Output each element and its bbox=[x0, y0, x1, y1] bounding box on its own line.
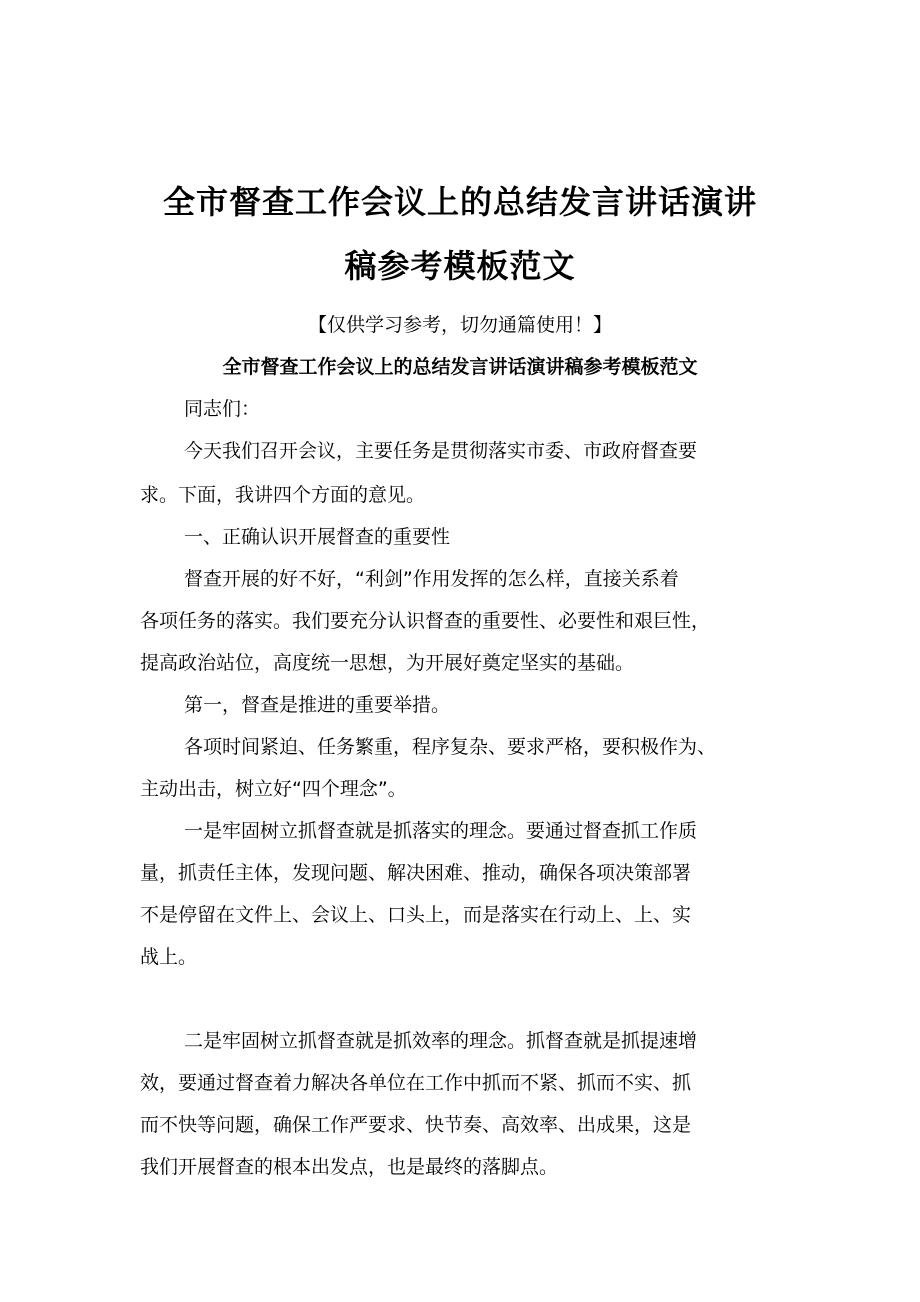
paragraph-line: 主动出击，树立好“四个理念”。 bbox=[140, 778, 407, 800]
paragraph-line: 求。下面，我讲四个方面的意见。 bbox=[140, 484, 426, 506]
paragraph-line: 量，抓责任主体，发现问题、解决困难、推动，确保各项决策部署 bbox=[140, 862, 692, 884]
section-heading: 一、正确认识开展督查的重要性 bbox=[184, 526, 451, 548]
paragraph-line: 一是牢固树立抓督查就是抓落实的理念。要通过督查抓工作质 bbox=[184, 820, 698, 842]
paragraph-line: 效，要通过督查着力解决各单位在工作中抓而不紧、抓而不实、抓 bbox=[140, 1072, 692, 1094]
salutation: 同志们： bbox=[184, 398, 261, 420]
usage-notice: 【仅供学习参考，切勿通篇使用！】 bbox=[307, 314, 612, 336]
paragraph-line: 提高政治站位，高度统一思想，为开展好奠定坚实的基础。 bbox=[140, 652, 635, 674]
document-title-line-1: 全市督查工作会议上的总结发言讲话演讲 bbox=[162, 183, 757, 221]
paragraph-line: 我们开展督查的根本出发点，也是最终的落脚点。 bbox=[140, 1156, 559, 1178]
paragraph-line: 二是牢固树立抓督查就是抓效率的理念。抓督查就是抓提速增 bbox=[184, 1030, 698, 1052]
document-title-line-2: 稿参考模板范文 bbox=[344, 247, 576, 285]
point-heading: 第一，督查是推进的重要举措。 bbox=[184, 694, 451, 716]
paragraph-line: 各项时间紧迫、任务繁重，程序复杂、要求严格，要积极作为、 bbox=[184, 736, 717, 758]
paragraph-line: 不是停留在文件上、会议上、口头上，而是落实在行动上、上、实 bbox=[140, 904, 692, 926]
paragraph-line: 各项任务的落实。我们要充分认识督查的重要性、必要性和艰巨性， bbox=[140, 610, 711, 632]
paragraph-line: 今天我们召开会议，主要任务是贯彻落实市委、市政府督查要 bbox=[184, 440, 698, 462]
paragraph-line: 督查开展的好不好，“利剑”作用发挥的怎么样，直接关系着 bbox=[184, 568, 679, 590]
paragraph-line: 而不快等问题，确保工作严要求、快节奏、高效率、出成果，这是 bbox=[140, 1114, 692, 1136]
document-subtitle: 全市督查工作会议上的总结发言讲话演讲稿参考模板范文 bbox=[222, 356, 698, 378]
paragraph-line: 战上。 bbox=[140, 946, 198, 968]
